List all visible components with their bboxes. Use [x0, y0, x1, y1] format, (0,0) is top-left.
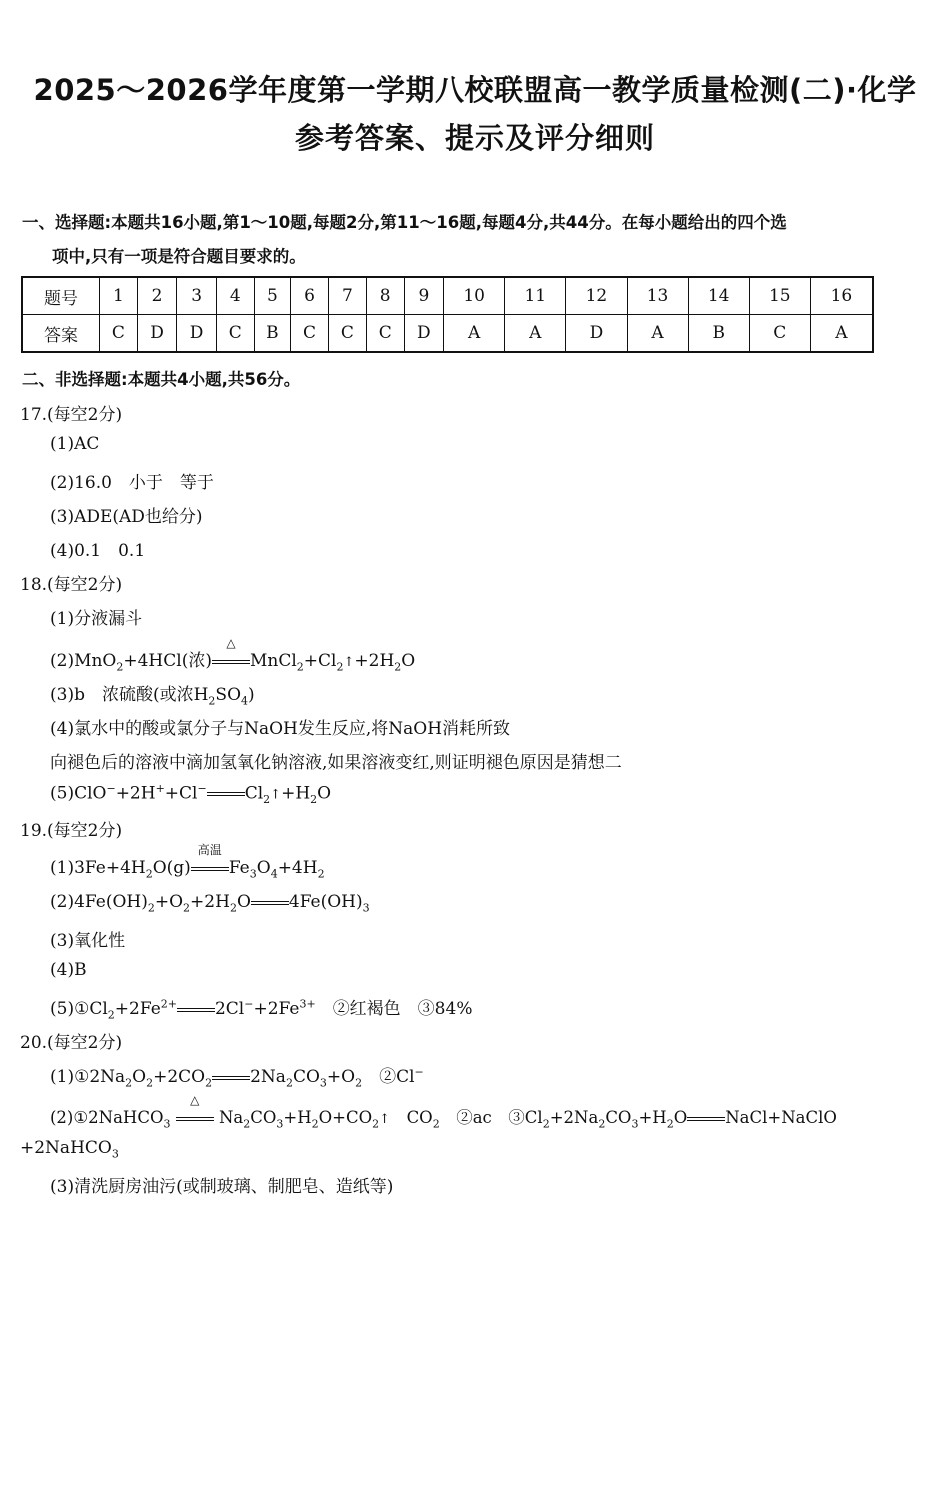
table-cell: B — [254, 315, 290, 353]
table-cell: A — [627, 315, 688, 353]
q17-answer-2: (2)16.0 小于 等于 — [50, 473, 214, 493]
high-temp-condition: 高温 — [197, 843, 222, 857]
table-cell: C — [749, 315, 810, 353]
table-cell: A — [505, 315, 566, 353]
table-cell: 13 — [627, 277, 688, 315]
table-cell: A — [810, 315, 873, 353]
table-cell: C — [216, 315, 254, 353]
heat-condition: △ — [190, 1093, 200, 1107]
q20-answer-3: (3)清洗厨房油污(或制玻璃、制肥皂、造纸等) — [50, 1177, 394, 1197]
section-1-instructions — [22, 206, 934, 274]
q18-heading: 18.(每空2分) — [20, 575, 123, 595]
q18-answer-2: (2)MnO$_2$+4HCl(浓) △ $MnCl_2+Cl_2↑+2H_2O$ — [50, 636, 416, 674]
table-cell: 8 — [366, 277, 404, 315]
table-cell: 11 — [505, 277, 566, 315]
table-cell: D — [566, 315, 627, 353]
table-cell: A — [444, 315, 505, 353]
q17-answer-4: (4)0.1 0.1 — [50, 541, 146, 561]
page-subtitle: 参考答案、提示及评分细则 — [294, 121, 655, 155]
q17-answer-1: (1)AC — [50, 434, 100, 454]
table-cell: D — [177, 315, 217, 353]
q19-answer-1: $(1)3Fe+4H_2O(g)$ 高温 $Fe_3O_4+4H_2$ — [50, 843, 325, 881]
q20-answer-2-cont: +2NaHCO$_3$ — [20, 1138, 119, 1161]
heat-condition: △ — [226, 636, 236, 650]
table-cell: 14 — [688, 277, 749, 315]
table-cell: 15 — [749, 277, 810, 315]
page-title: 2025～2026学年度第一学期八校联盟高一教学质量检测(二)·化学 — [33, 73, 917, 107]
table-cell: D — [404, 315, 444, 353]
table-cell: 2 — [137, 277, 177, 315]
q19-answer-5: $(5)①Cl_2+2Fe^{2+}$ $2Cl^-+2Fe^{3+}$ ②红褐色 ③84% — [50, 997, 473, 1022]
q19-heading: 19.(每空2分) — [20, 821, 123, 841]
table-cell: C — [328, 315, 366, 353]
q18-answer-3: (3)b 浓硫酸(或浓$H_2SO_4$) — [50, 685, 255, 708]
section-1-line-2: 项中,只有一项是符合题目要求的。 — [52, 247, 306, 266]
table-cell: 4 — [216, 277, 254, 315]
table-cell: 3 — [177, 277, 217, 315]
table-cell: C — [100, 315, 138, 353]
header-label: 题号 — [22, 277, 100, 315]
q20-heading: 20.(每空2分) — [20, 1033, 123, 1053]
table-cell: C — [366, 315, 404, 353]
answer-table — [21, 276, 874, 353]
table-cell: 16 — [810, 277, 873, 315]
q18-answer-1: (1)分液漏斗 — [50, 609, 143, 629]
table-cell: C — [291, 315, 329, 353]
q20-answer-2: (2)①2NaHCO$_3$ △ $Na_2CO_3+H_2O+CO_2↑$ $CO_2$ ②ac $③Cl_2+2Na_2CO_3+H_2O$ NaCl+NaClO — [50, 1093, 837, 1131]
table-cell: 6 — [291, 277, 329, 315]
table-cell: 5 — [254, 277, 290, 315]
table-cell: 1 — [100, 277, 138, 315]
table-cell: 7 — [328, 277, 366, 315]
q18-answer-4b: 向褪色后的溶液中滴加氢氧化钠溶液,如果溶液变红,则证明褪色原因是猜想二 — [50, 753, 622, 773]
table-cell: D — [137, 315, 177, 353]
answer-row — [22, 315, 873, 353]
q18-answer-5: (5)ClO−+2H++Cl− $Cl_2↑+H_2O$ — [50, 782, 332, 807]
table-cell: 10 — [444, 277, 505, 315]
table-cell: B — [688, 315, 749, 353]
q17-answer-3: (3)ADE(AD也给分) — [50, 507, 203, 527]
q18-answer-4a: (4)氯水中的酸或氯分子与NaOH发生反应,将NaOH消耗所致 — [50, 719, 511, 739]
table-cell: 9 — [404, 277, 444, 315]
q19-answer-3: (3)氧化性 — [50, 931, 126, 951]
section-2-heading: 二、非选择题:本题共4小题,共56分。 — [22, 370, 301, 389]
answer-label: 答案 — [22, 315, 100, 353]
q19-answer-4: (4)B — [50, 960, 87, 980]
section-1-line-1: 一、选择题:本题共16小题,第1～10题,每题2分,第11～16题,每题4分,共44分。在每小题给出的四个选 — [22, 213, 787, 232]
q19-answer-2: $(2)4Fe(OH)_2+O_2+2H_2O$ $4Fe(OH)_3$ — [50, 892, 370, 915]
q20-answer-1: $(1)①2Na_2O_2+2CO_2$ $2Na_2CO_3+O_2$ ②Cl− — [50, 1065, 424, 1090]
question-number-row — [22, 277, 873, 315]
q17-heading: 17.(每空2分) — [20, 405, 123, 425]
table-cell: 12 — [566, 277, 627, 315]
